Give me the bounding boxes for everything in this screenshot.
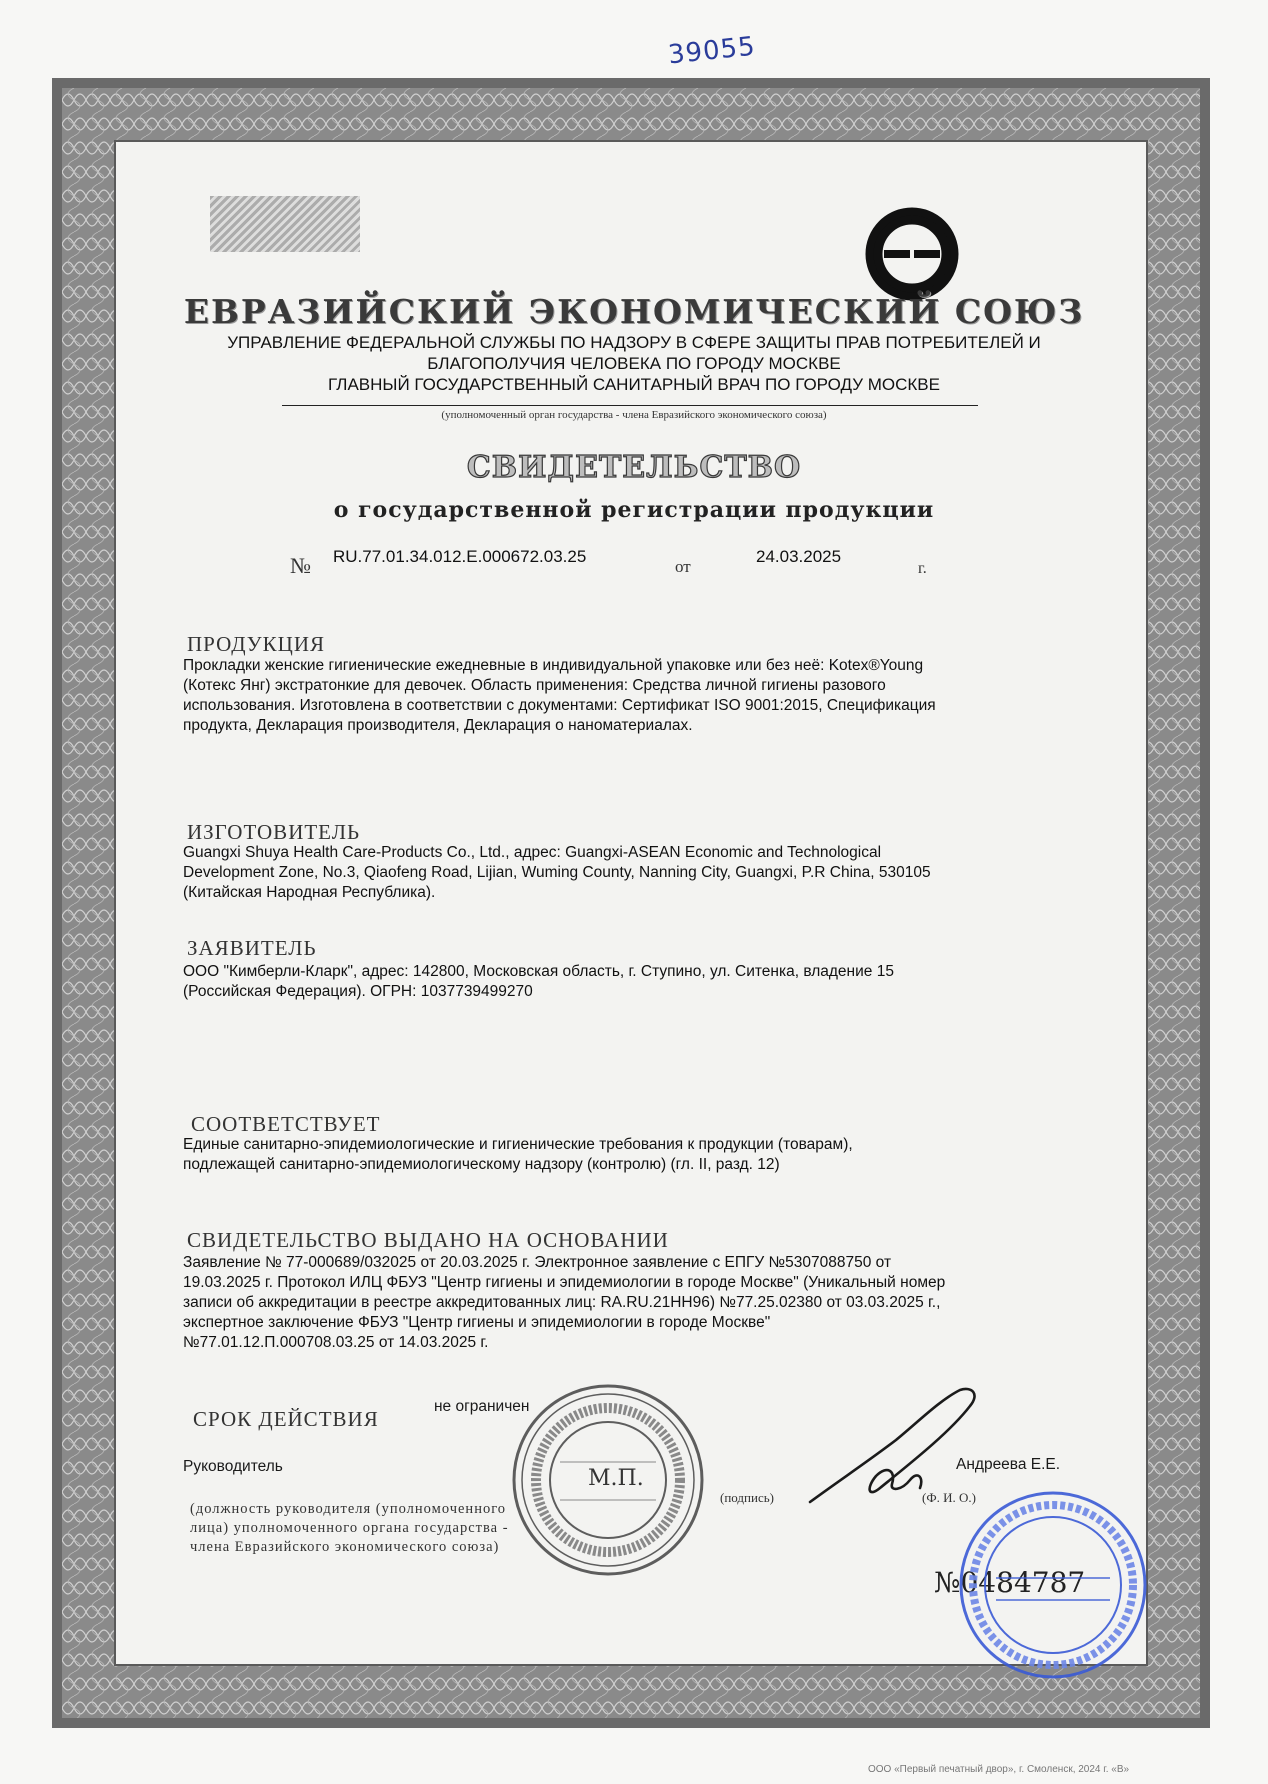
basis-heading: СВИДЕТЕЛЬСТВО ВЫДАНО НА ОСНОВАНИИ <box>187 1228 669 1252</box>
basis-text <box>183 1253 1063 1353</box>
hatched-mark <box>210 196 360 252</box>
position-caption-line: лица) уполномоченного органа государства - <box>190 1520 509 1536</box>
date-label: от <box>675 557 691 576</box>
authority-line: БЛАГОПОЛУЧИЯ ЧЕЛОВЕКА ПО ГОРОДУ МОСКВЕ <box>427 354 841 373</box>
print-footer: ООО «Первый печатный двор», г. Смоленск, 2024 г. «В» <box>868 1764 1130 1775</box>
applicant-text <box>183 962 1063 1002</box>
position-label: Руководитель <box>183 1458 283 1475</box>
applicant-heading: ЗАЯВИТЕЛЬ <box>187 936 317 960</box>
product-line: Прокладки женские гигиенические ежедневные в индивидуальной упаковке или без неё: Kotex®Young <box>183 657 924 674</box>
name-caption: (Ф. И. О.) <box>922 1490 976 1505</box>
position-caption-line: (должность руководителя (уполномоченного <box>190 1501 507 1517</box>
mp-label: М.П. <box>588 1466 644 1491</box>
certificate-date: 24.03.2025 <box>756 547 842 566</box>
validity-heading: СРОК ДЕЙСТВИЯ <box>193 1407 379 1431</box>
conforms-line: Единые санитарно-эпидемиологические и гигиенические требования к продукции (товарам), <box>183 1136 853 1153</box>
position-caption-line: члена Евразийского экономического союза) <box>190 1539 500 1555</box>
product-line: использования. Изготовлена в соответствии с документами: Сертификат ISO 9001:2015, Спецификация <box>183 697 936 714</box>
product-line: (Котекс Янг) экстратонкие для девочек. Область применения: Средства личной гигиены разового <box>183 677 886 694</box>
product-text <box>183 656 1063 736</box>
product-heading: ПРОДУКЦИЯ <box>187 632 326 656</box>
authority-caption: (уполномоченный орган государства - члена Евразийского экономического союза) <box>441 409 827 421</box>
manufacturer-heading: ИЗГОТОВИТЕЛЬ <box>187 820 361 844</box>
basis-line: 19.03.2025 г. Протокол ИЛЦ ФБУЗ "Центр гигиены и эпидемиологии в городе Москве" (Уникальный номер <box>183 1274 946 1291</box>
basis-line: экспертное заключение ФБУЗ "Центр гигиены и эпидемиологии в городе Москве" <box>183 1314 771 1331</box>
applicant-line: ООО "Кимберли-Кларк", адрес: 142800, Московская область, г. Ступино, ул. Ситенка, владение 15 <box>183 963 894 980</box>
eurasian-conformity-icon <box>864 206 960 302</box>
signature-caption: (подпись) <box>720 1490 774 1505</box>
signer-name: Андреева Е.Е. <box>956 1456 1061 1473</box>
certificate-subtitle: о государственной регистрации продукции <box>333 497 935 523</box>
basis-line: записи об аккредитации в реестре аккредитованных лиц: RA.RU.21HH96) №77.25.02380 от 03.03.2025 г., <box>183 1294 941 1311</box>
certificate-number: RU.77.01.34.012.E.000672.03.25 <box>333 547 587 566</box>
year-suffix: г. <box>918 560 927 577</box>
conforms-line: подлежащей санитарно-эпидемиологическому надзору (контролю) (гл. II, разд. 12) <box>183 1156 780 1173</box>
certificate-title: СВИДЕТЕЛЬСТВО <box>466 450 802 485</box>
authority-divider <box>282 405 978 406</box>
union-title: ЕВРАЗИЙСКИЙ ЭКОНОМИЧЕСКИЙ СОЮЗ <box>183 292 1085 331</box>
conforms-text <box>183 1135 1063 1175</box>
basis-line: Заявление № 77-000689/032025 от 20.03.2025 г. Электронное заявление с ЕПГУ №5307088750 от <box>183 1254 892 1271</box>
validity-value: не ограничен <box>434 1398 530 1415</box>
authority-line: УПРАВЛЕНИЕ ФЕДЕРАЛЬНОЙ СЛУЖБЫ ПО НАДЗОРУ В СФЕРЕ ЗАЩИТЫ ПРАВ ПОТРЕБИТЕЛЕЙ И <box>227 333 1041 352</box>
authority-line: ГЛАВНЫЙ ГОСУДАРСТВЕННЫЙ САНИТАРНЫЙ ВРАЧ ПО ГОРОДУ МОСКВЕ <box>328 375 940 394</box>
position-caption <box>190 1500 509 1557</box>
form-number: №0484787 <box>934 1566 1086 1599</box>
product-line: продукта, Декларация производителя, Декларация о наноматериалах. <box>183 717 693 734</box>
manufacturer-line: (Китайская Народная Республика). <box>183 884 436 901</box>
manufacturer-line: Guangxi Shuya Health Care-Products Co., Ltd., адрес: Guangxi-ASEAN Economic and Technological <box>183 844 882 861</box>
manufacturer-line: Development Zone, No.3, Qiaofeng Road, Lijian, Wuming County, Nanning City, Guangxi, P.R China, 530105 <box>183 864 931 881</box>
applicant-line: (Российская Федерация). ОГРН: 1037739499270 <box>183 983 533 1000</box>
conforms-heading: СООТВЕТСТВУЕТ <box>191 1112 381 1136</box>
authority-name <box>180 332 1088 395</box>
handwritten-number: 39055 <box>666 31 758 71</box>
manufacturer-text <box>183 843 1063 903</box>
certified-copy-stamp-icon <box>956 1488 1150 1682</box>
basis-line: №77.01.12.П.000708.03.25 от 14.03.2025 г. <box>183 1334 489 1351</box>
number-label: № <box>290 553 311 578</box>
